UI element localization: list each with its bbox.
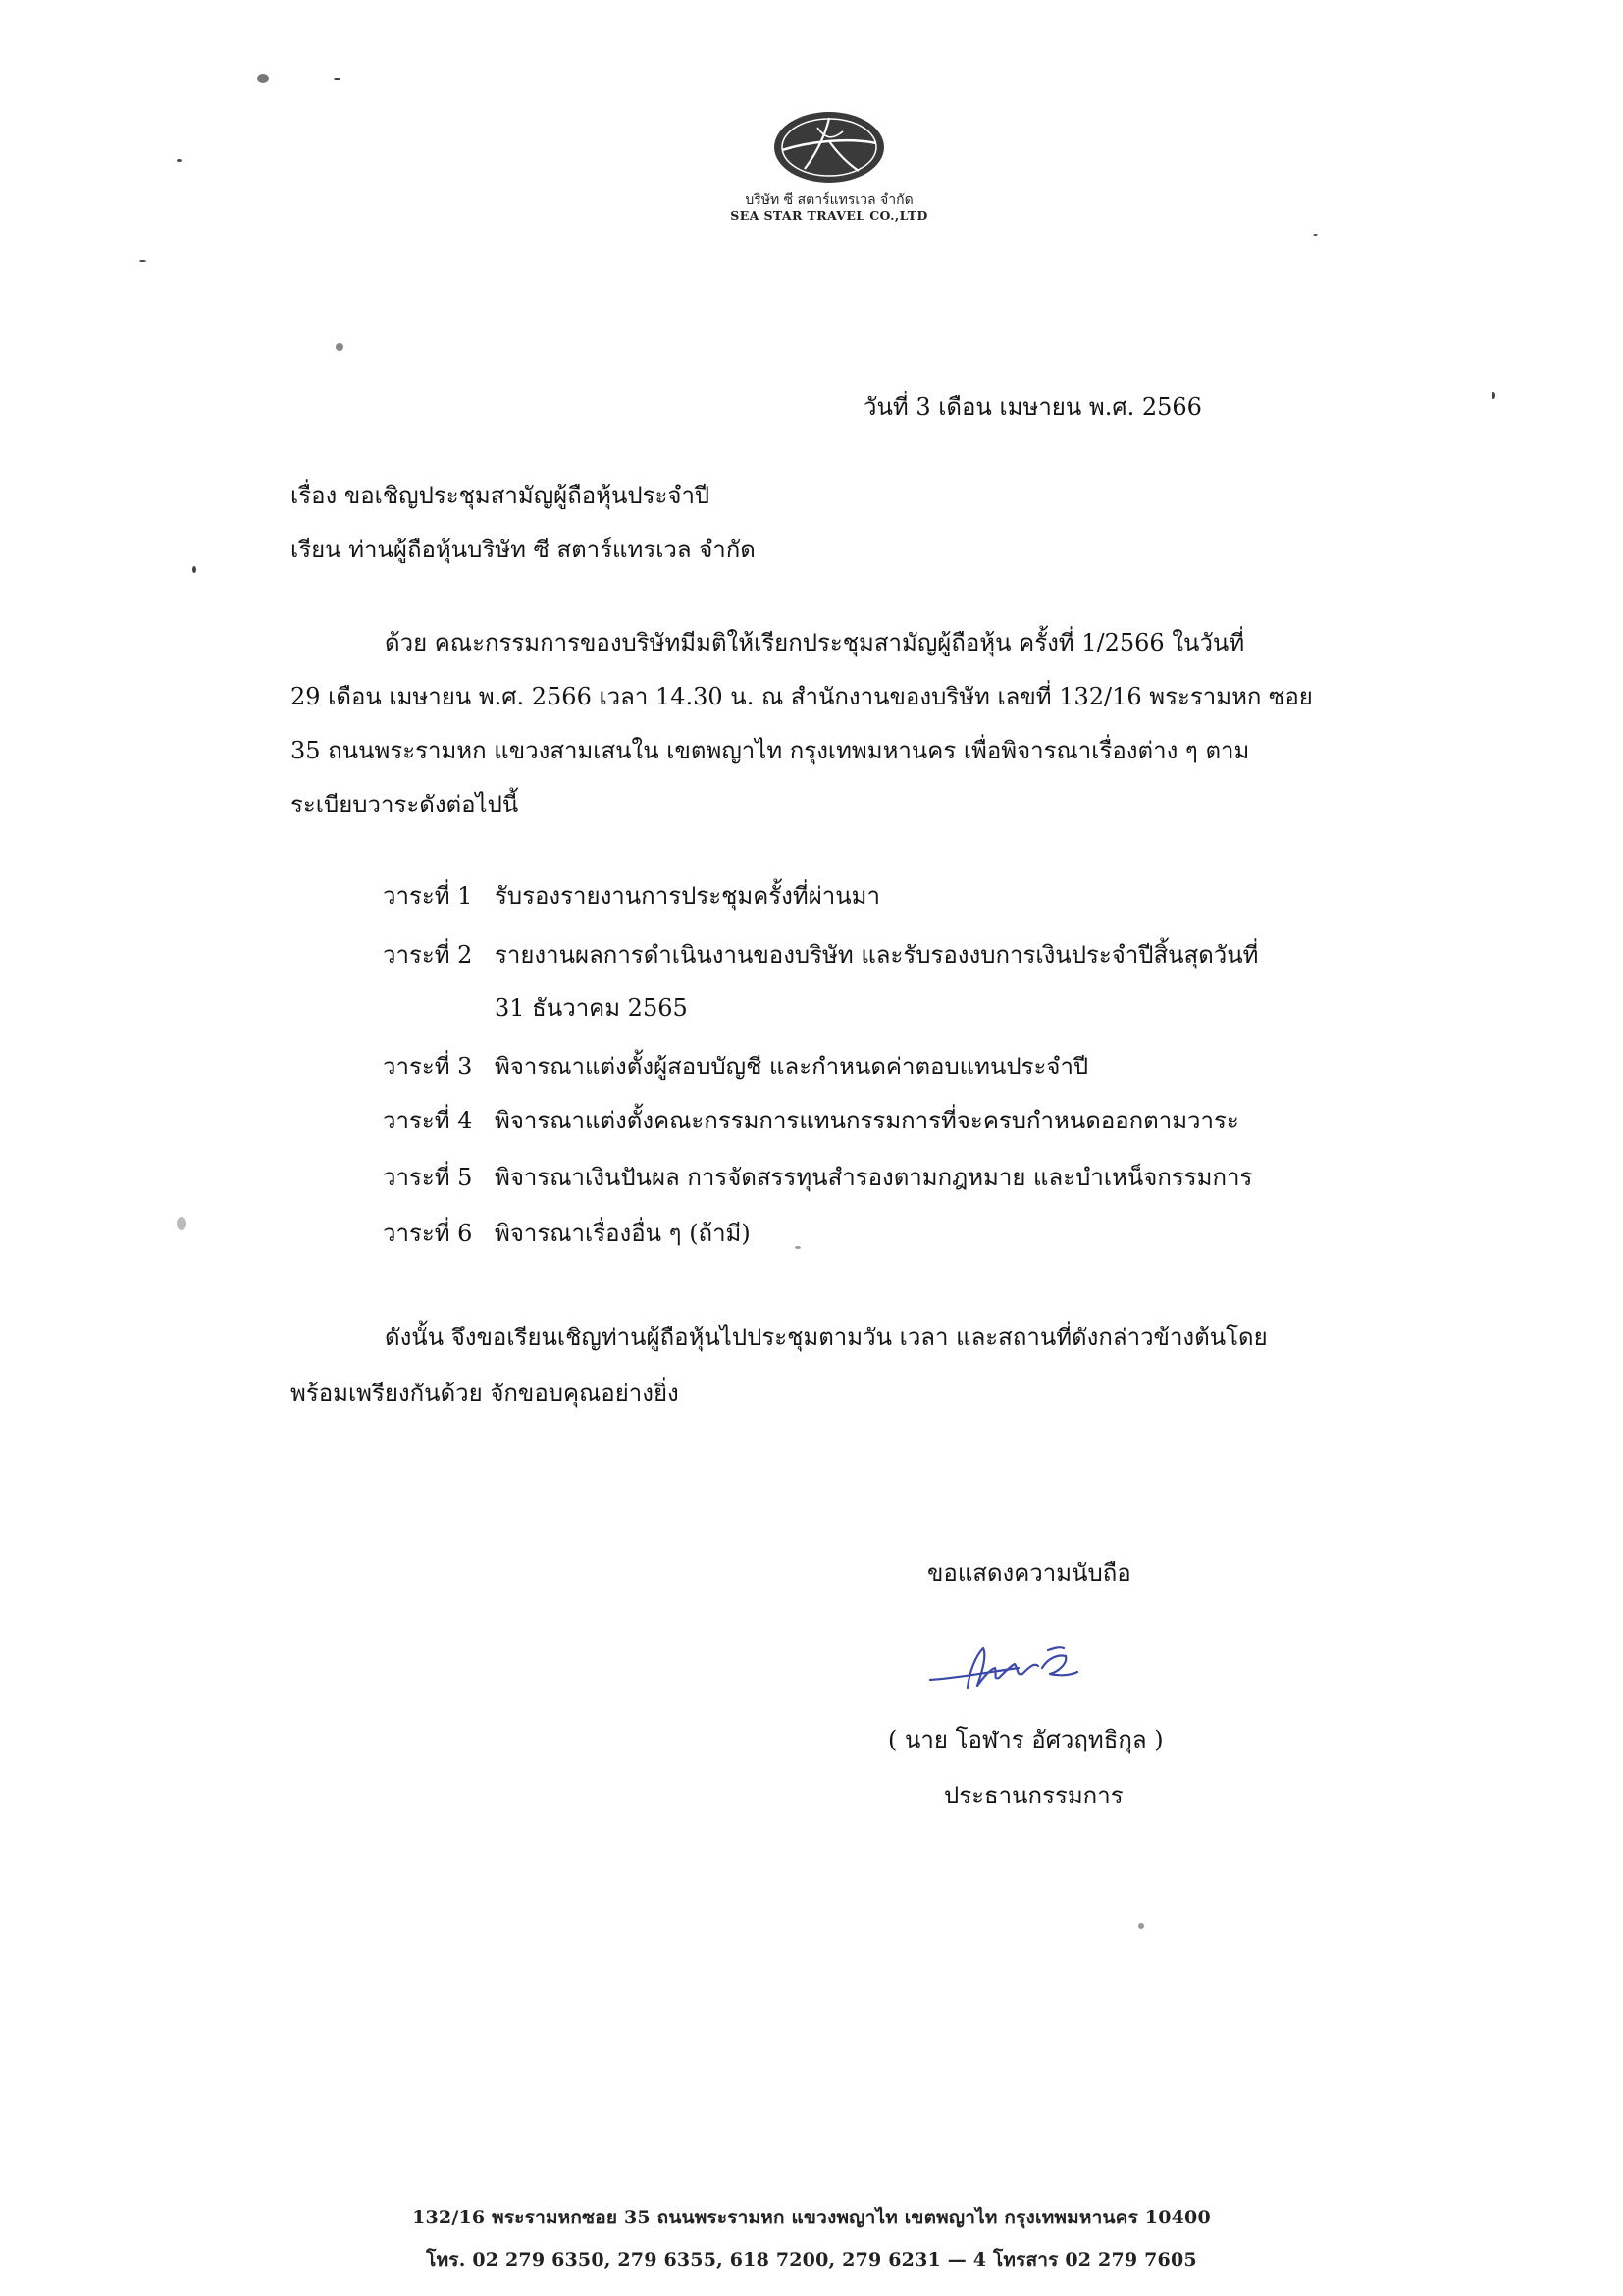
handwritten-signature — [920, 1629, 1117, 1707]
company-name-thai: บริษัท ซี สตาร์แทรเวล จำกัด — [745, 192, 914, 208]
letter-salutation: เรียน ท่านผู้ถือหุ้นบริษัท ซี สตาร์แทรเวล จำกัด — [290, 536, 756, 563]
signoff: ขอแสดงความนับถือ — [927, 1559, 1131, 1587]
agenda-item-text: พิจารณาแต่งตั้งคณะกรรมการแทนกรรมการที่จะครบกำหนดออกตามวาระ — [495, 1107, 1239, 1134]
intro-line: 35 ถนนพระรามหก แขวงสามเสนใน เขตพญาไท กรุงเทพมหานคร เพื่อพิจารณาเรื่องต่าง ๆ ตาม — [290, 737, 1250, 764]
scan-speck — [192, 566, 196, 573]
agenda-number: วาระที่ 2 — [383, 941, 473, 968]
footer-address: 132/16 พระรามหกซอย 35 ถนนพระรามหก แขวงพญาไท เขตพญาไท กรุงเทพมหานคร 10400 — [412, 2207, 1211, 2228]
scan-speck — [1492, 392, 1495, 399]
sea-star-logo-icon — [770, 108, 888, 186]
agenda-item-continuation: 31 ธันวาคม 2565 — [495, 994, 688, 1021]
intro-line: 29 เดือน เมษายน พ.ศ. 2566 เวลา 14.30 น. ณ สำนักงานของบริษัท เลขที่ 132/16 พระรามหก ซอย — [290, 683, 1313, 710]
company-name-english: SEA STAR TRAVEL CO.,LTD — [730, 208, 928, 223]
agenda-item-text: รับรองรายงานการประชุมครั้งที่ผ่านมา — [495, 882, 880, 910]
scan-speck — [334, 78, 340, 80]
signatory-name: ( นาย โอฬาร อัศวฤทธิกุล ) — [888, 1726, 1164, 1753]
scan-speck — [336, 343, 343, 351]
scan-speck — [1138, 1923, 1144, 1929]
agenda-number: วาระที่ 1 — [383, 882, 473, 910]
closing-line: ดังนั้น จึงขอเรียนเชิญท่านผู้ถือหุ้นไปประชุมตามวัน เวลา และสถานที่ดังกล่าวข้างต้นโดย — [385, 1324, 1268, 1351]
agenda-item-text: รายงานผลการดำเนินงานของบริษัท และรับรองงบการเงินประจำปีสิ้นสุดวันที่ — [495, 941, 1259, 968]
letter-subject: เรื่อง ขอเชิญประชุมสามัญผู้ถือหุ้นประจำปี — [290, 482, 710, 509]
agenda-item-text: พิจารณาเรื่องอื่น ๆ (ถ้ามี) — [495, 1220, 751, 1247]
intro-line: ด้วย คณะกรรมการของบริษัทมีมติให้เรียกประชุมสามัญผู้ถือหุ้น ครั้งที่ 1/2566 ในวันที่ — [385, 629, 1245, 656]
scan-speck — [177, 159, 182, 162]
agenda-number: วาระที่ 5 — [383, 1164, 473, 1191]
scan-speck — [795, 1246, 801, 1249]
agenda-number: วาระที่ 3 — [383, 1053, 473, 1080]
scan-speck — [177, 1217, 186, 1230]
agenda-number: วาระที่ 4 — [383, 1107, 473, 1134]
signatory-title: ประธานกรรมการ — [944, 1782, 1124, 1809]
agenda-item-text: พิจารณาเงินปันผล การจัดสรรทุนสำรองตามกฎหมาย และบำเหน็จกรรมการ — [495, 1164, 1253, 1191]
footer-contact: โทร. 02 279 6350, 279 6355, 618 7200, 279 6231 — 4 โทรสาร 02 279 7605 — [426, 2249, 1197, 2270]
scan-speck — [257, 74, 269, 83]
letter-date: วันที่ 3 เดือน เมษายน พ.ศ. 2566 — [864, 393, 1202, 421]
scan-speck — [139, 260, 146, 262]
scan-speck — [1313, 234, 1318, 236]
intro-line: ระเบียบวาระดังต่อไปนี้ — [290, 791, 519, 818]
closing-line: พร้อมเพรียงกันด้วย จักขอบคุณอย่างยิ่ง — [290, 1380, 679, 1407]
agenda-item-text: พิจารณาแต่งตั้งผู้สอบบัญชี และกำหนดค่าตอบแทนประจำปี — [495, 1053, 1089, 1080]
agenda-number: วาระที่ 6 — [383, 1220, 473, 1247]
